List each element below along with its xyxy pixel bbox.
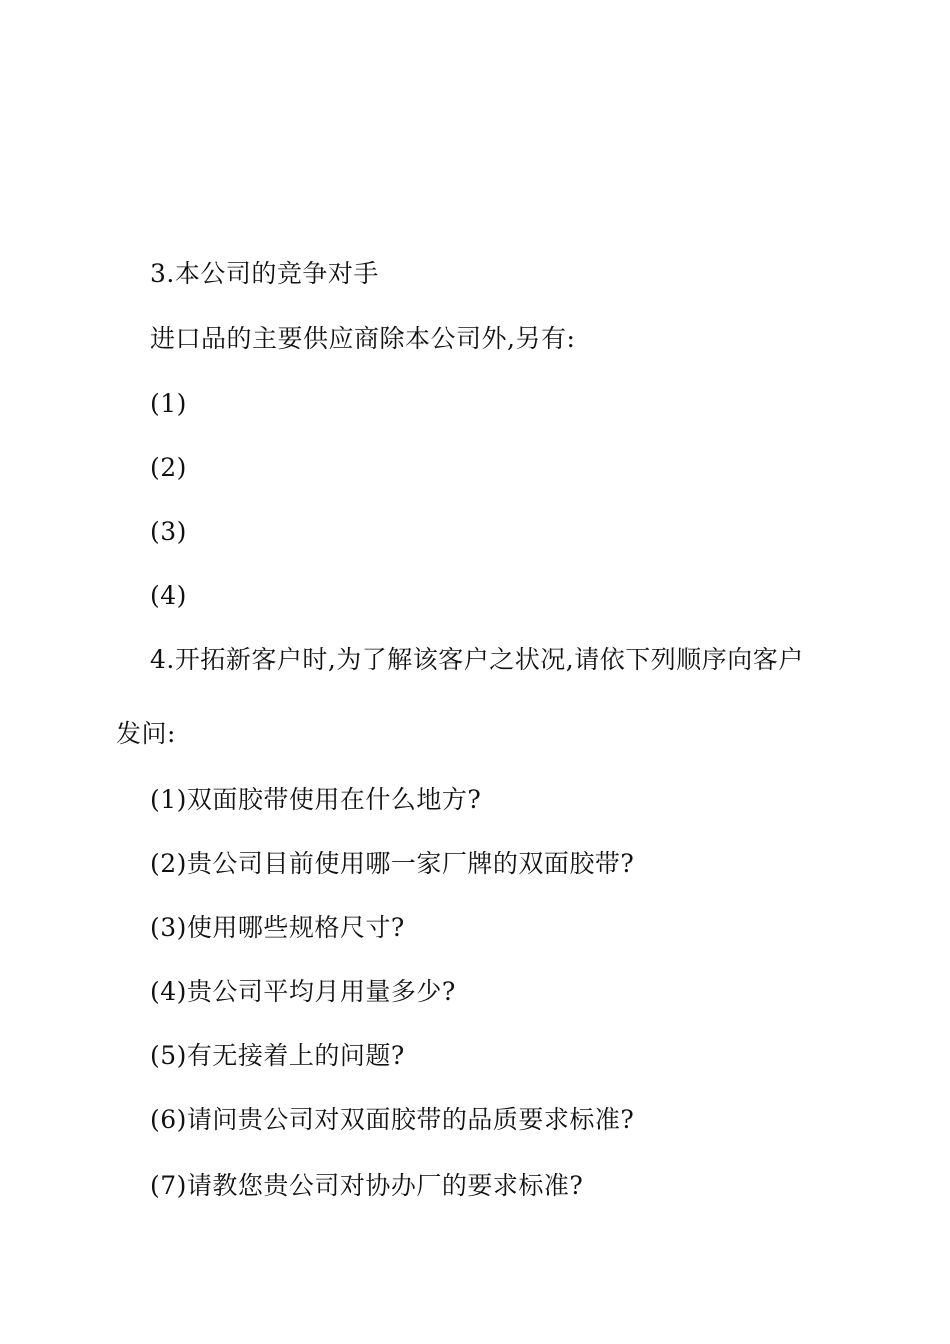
question-2: (2)贵公司目前使用哪一家厂牌的双面胶带? bbox=[150, 849, 635, 878]
section-3-heading: 3.本公司的竞争对手 bbox=[150, 259, 379, 288]
question-6: (6)请问贵公司对双面胶带的品质要求标准? bbox=[150, 1105, 635, 1134]
competitor-item-1: (1) bbox=[150, 389, 187, 418]
competitor-item-2: (2) bbox=[150, 453, 187, 482]
section-4-heading: 4.开拓新客户时,为了解该客户之状况,请依下列顺序向客户 bbox=[150, 645, 804, 674]
question-1: (1)双面胶带使用在什么地方? bbox=[150, 785, 482, 814]
section-4-heading-continuation: 发问: bbox=[116, 719, 176, 748]
question-4: (4)贵公司平均月用量多少? bbox=[150, 977, 456, 1006]
section-3-intro: 进口品的主要供应商除本公司外,另有: bbox=[150, 324, 576, 353]
question-7: (7)请教您贵公司对协办厂的要求标准? bbox=[150, 1171, 584, 1200]
competitor-item-4: (4) bbox=[150, 581, 187, 610]
question-5: (5)有无接着上的问题? bbox=[150, 1041, 405, 1070]
competitor-item-3: (3) bbox=[150, 517, 187, 546]
question-3: (3)使用哪些规格尺寸? bbox=[150, 913, 405, 942]
